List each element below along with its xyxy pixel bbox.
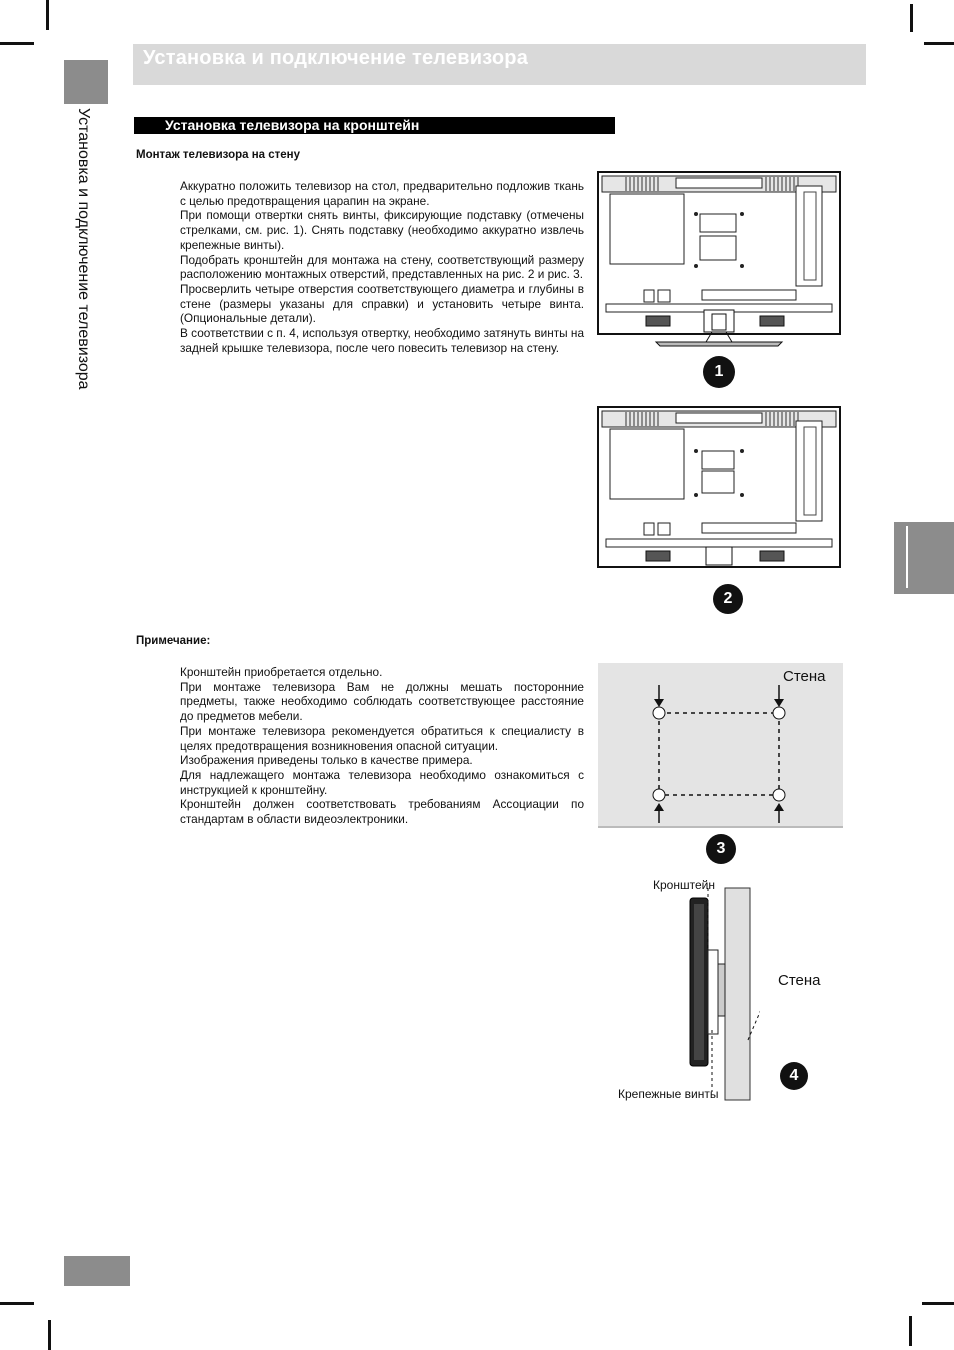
step-paragraph: Просверлить четыре отверстия соответствующего диаметра и глубины в стене (размеры указаны для справки) и установить четыре винта. (Опциональные детали). (180, 281, 584, 326)
note-paragraph: При монтаже телевизора рекомендуется обратиться к специалисту в целях предотвращения возникновения опасной ситуации. (180, 723, 584, 753)
note-paragraph: Изображения приведены только в качестве примера. (180, 753, 473, 768)
bracket-label: Кронштейн (653, 878, 715, 892)
step-paragraph: Аккуратно положить телевизор на стол, предварительно подложив ткань с целью предотвращения царапин на экране. (180, 179, 584, 208)
page-number-tab (64, 1256, 130, 1286)
screws-label: Крепежные винты (618, 1087, 719, 1101)
step-paragraph: Подобрать кронштейн для монтажа на стену, соответствующий размеру расположению монтажных отверстий, представленных на рис. 2 и рис. 3. (180, 252, 584, 282)
wall-side-label: Стена (778, 972, 821, 989)
mounting-steps (180, 179, 584, 355)
note-heading: Примечание: (136, 635, 211, 647)
mounting-heading: Монтаж телевизора на стену (136, 149, 301, 161)
crop-mark (0, 42, 34, 45)
figure-3-wall-pattern (598, 663, 843, 828)
figure-number-text: 4 (789, 1067, 799, 1084)
crop-mark (910, 4, 913, 32)
section-title: Установка телевизора на кронштейн (165, 117, 420, 133)
figure-2-tv-back (596, 405, 842, 571)
note-paragraph: При монтаже телевизора Вам не должны мешать посторонние предметы, также необходимо соблюдать соответствующее расстояние до предметов мебели. (180, 679, 584, 724)
figure-number-text: 2 (723, 590, 733, 607)
figure-1-number (703, 356, 735, 388)
side-chapter-label: Установка и подключение телевизора (75, 108, 92, 390)
crop-mark (48, 1320, 51, 1350)
crop-mark (922, 1302, 954, 1305)
chapter-tab-line (906, 526, 908, 588)
figure-2-number (713, 584, 743, 614)
page-title: Установка и подключение телевизора (143, 47, 529, 69)
figure-3-number (706, 834, 736, 864)
chapter-tab (894, 522, 954, 594)
wall-label: Стена (783, 668, 826, 685)
side-color-block (64, 60, 108, 104)
notes-list (180, 665, 584, 827)
crop-mark (909, 1316, 912, 1346)
crop-mark (0, 1302, 34, 1305)
note-paragraph: Кронштейн приобретается отдельно. (180, 665, 383, 679)
figure-1-tv-back-with-stand (596, 170, 842, 350)
figure-number-text: 3 (716, 840, 726, 857)
wall-hole-diagram (598, 663, 843, 826)
figure-number-text: 1 (714, 363, 724, 380)
figure-4-number (780, 1062, 808, 1090)
step-paragraph: В соответствии с п. 4, используя отвертку, необходимо затянуть винты на задней крышке телевизора, после чего повесить телевизор на стену. (180, 326, 584, 355)
figure-4-side-view (640, 880, 760, 1102)
crop-mark (924, 42, 954, 45)
note-paragraph: Для надлежащего монтажа телевизора необходимо ознакомиться с инструкцией к кронштейну. (180, 767, 584, 797)
step-paragraph: При помощи отвертки снять винты, фиксирующие подставку (отмечены стрелками, см. рис. 1). Снять подставку (необходимо аккуратно извлечь крепежные винты). (180, 208, 584, 252)
note-paragraph: Кронштейн должен соответствовать требованиям Ассоциации по стандартам в области видеоэлектроники. (180, 797, 584, 827)
crop-mark (46, 0, 49, 30)
